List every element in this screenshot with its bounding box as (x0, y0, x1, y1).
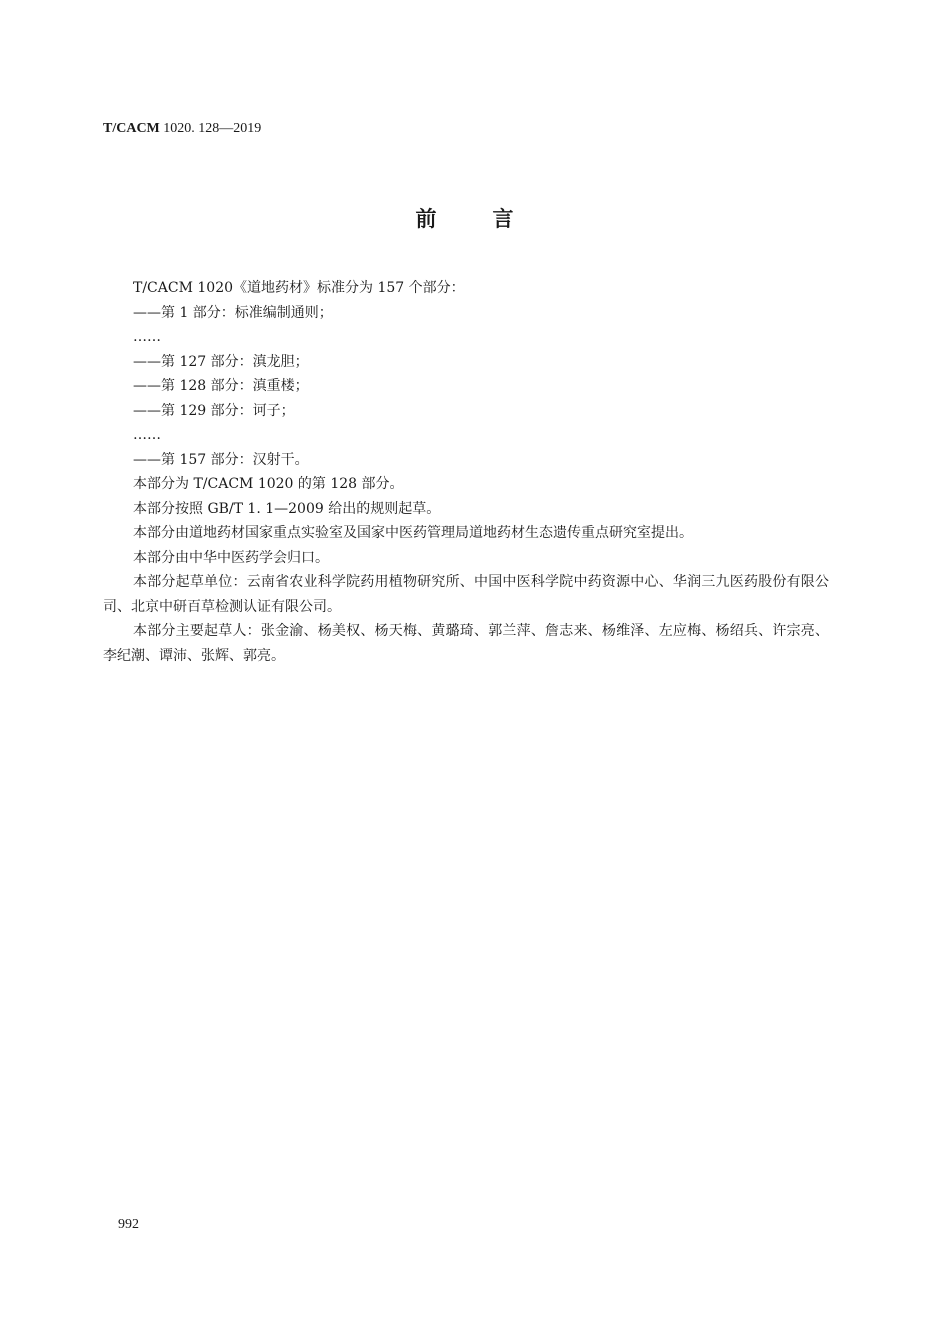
part-list-ellipsis: …… (133, 329, 161, 345)
part-list-item: ——第 127 部分：滇龙胆； (133, 353, 309, 370)
drafters-paragraph: 本部分主要起草人：张金渝、杨美权、杨天梅、黄璐琦、郭兰萍、詹志来、杨维泽、左应梅、杨绍兵、许宗亮、李纪潮、谭沛、张辉、郭亮。 (103, 623, 829, 664)
part-list-item: ——第 157 部分：汉射干。 (133, 451, 309, 468)
statement-line: 本部分由道地药材国家重点实验室及国家中医药管理局道地药材生态遗传重点研究室提出。 (133, 525, 693, 541)
document-code-number: 1020. 128—2019 (159, 121, 262, 136)
part-list-item: ——第 1 部分：标准编制通则； (133, 304, 333, 321)
part-list-ellipsis: …… (133, 427, 161, 443)
statement-line: 本部分为 T/CACM 1020 的第 128 部分。 (133, 476, 404, 492)
document-code (103, 121, 261, 137)
statement-line: 本部分按照 GB/T 1. 1—2009 给出的规则起草。 (133, 500, 441, 517)
intro-line: T/CACM 1020《道地药材》标准分为 157 个部分： (133, 280, 465, 296)
part-list-item: ——第 128 部分：滇重楼； (133, 378, 309, 394)
document-code-prefix: T/CACM (103, 121, 160, 136)
page-number: 992 (118, 1217, 139, 1232)
statement-line: 本部分由中华中医药学会归口。 (133, 549, 329, 566)
drafting-units-paragraph: 本部分起草单位：云南省农业科学院药用植物研究所、中国中医科学院中药资源中心、华润三九医药股份有限公司、北京中研百草检测认证有限公司。 (103, 574, 829, 615)
foreword-body (103, 276, 829, 668)
part-list-item: ——第 129 部分：诃子； (133, 402, 295, 419)
page-title: 前言 (415, 207, 570, 231)
